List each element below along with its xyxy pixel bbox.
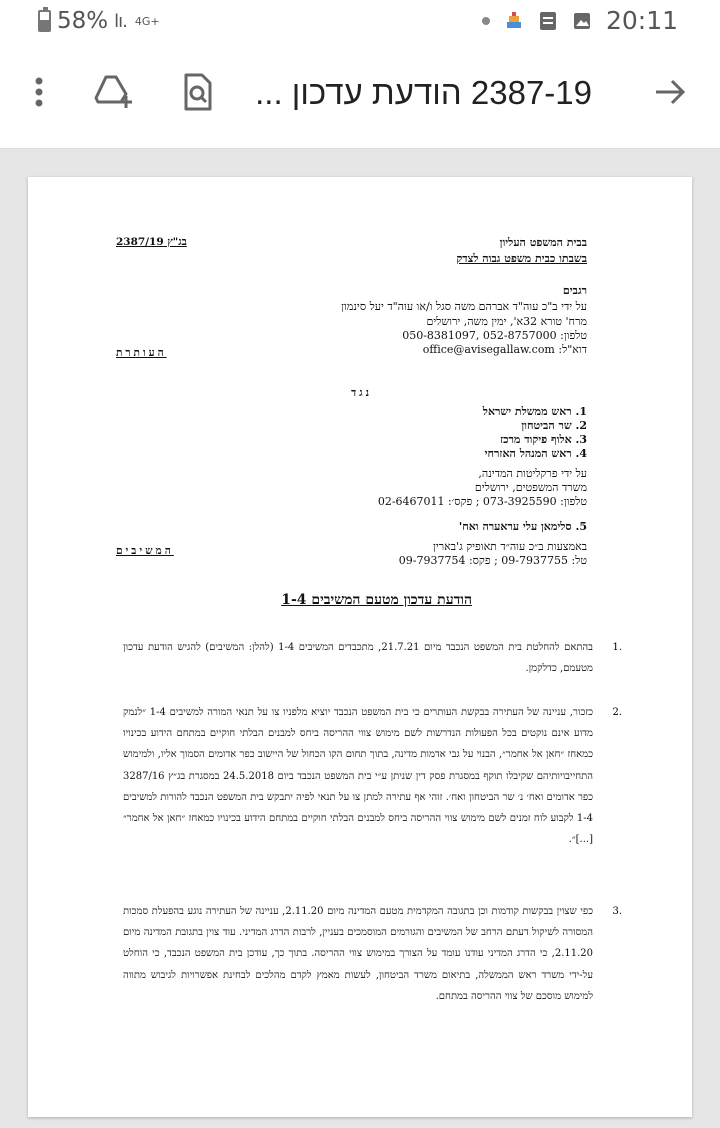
more-options-icon[interactable] (17, 70, 61, 114)
notification-dot-icon (482, 17, 490, 25)
paragraph-2: כזכור, עניינה של העתירה בבקשת העותרים כי בית המשפט הנכבד יוציא מלפניו צו על תנאי המורה למשיבים 1-4 ״לנמק מדוע אינם נוקטים בכל הפעולות הנדרשות לשם מימוש צווי ההריסה ביחס למבנים הבלתי חוקיים במתחם הידוע בכינויו כמאחז ״חאן אל אחמר״, הבנוי על גבי אדמות מדינה, בתוך תחום הקו הכחול של היישוב כפר אדומים הסמוך אליו, ולמימוש התחייבויותיהם שקיבלו תוקף במסגרת פסק דין שניתן ע״י בית המשפט הנכבד ביום 24.5.2018 במסגרת בג״ץ 3287/16 כפר אדומים ואח׳ נ׳ שר הביטחון ואח׳. זוהי אף עתירה למתן צו על תנאי לפיה יתבקש בית המשפט הנכבד להורות למשיבים 1-4 לקבוע לוח זמנים לשם מימוש צווי ההריסה ביחס למבנים הבלתי חוקיים במתחם הידוע בכינויו כמאחז ״חאן אל אחמר״ [...]״. (123, 707, 594, 846)
add-to-drive-icon[interactable] (92, 70, 136, 114)
petitioner-lawyers: על ידי ב"כ עוה"ד אברהם משה סגל ו/או עוה"ד יעל סינמון (341, 300, 587, 313)
petitioner-email: דוא"ל: office@avisegallaw.com (422, 343, 587, 356)
battery-percent: 58% (57, 8, 109, 34)
respondent-2: 2. שר הביטחון (521, 419, 587, 432)
versus-label: נגד (351, 387, 372, 399)
clock: 20:11 (605, 6, 678, 35)
app-notification-icon (504, 10, 524, 32)
court-subtitle: בשבתו כבית משפט גבוה לצדק (456, 252, 587, 265)
status-bar (0, 0, 720, 44)
respondent-1: 1. ראש ממשלת ישראל (482, 405, 587, 418)
respondents-label: המשיבים (116, 545, 174, 557)
document-title: 2387-19 הודעת עדכון ... (255, 74, 592, 111)
respondent-5: 5. סלימאן עלי עראערה ואח' (458, 520, 587, 533)
respondent-5-phones: טל: 09-7937755 ; פקס: 09-7937754 (398, 554, 587, 567)
paragraph-number: 1. (612, 642, 622, 653)
paragraph-number: 2. (612, 707, 622, 718)
status-right (482, 6, 678, 35)
respondent-4: 4. ראש המנהל האזרחי (484, 447, 587, 460)
image-notification-icon (572, 10, 592, 32)
state-phones: טלפון: 073-3925590 ; פקס׳: 02-6467011 (377, 495, 587, 508)
paragraph-1: בהתאם להחלטת בית המשפט הנכבד מיום 21.7.21, מתכבדים המשיבים 1-4 (להלן: המשיבים) להגיש הודעת עדכון מטעמם, כדלקמן. (123, 642, 593, 675)
status-left (38, 8, 160, 34)
app-toolbar (0, 44, 720, 149)
petitioner-name: רגבים (562, 284, 587, 297)
petitioners-label: העותרת (116, 347, 167, 359)
court-name: בבית המשפט העליון (499, 236, 587, 249)
document-heading: הודעת עדכון מטעם המשיבים 1-4 (281, 592, 472, 608)
respondent-5-lawyer: באמצעות ב״כ עוה״ד תאופיק ג'בארין (433, 540, 587, 553)
respondent-3: 3. אלוף פיקוד מרכז (500, 433, 587, 446)
signal-icon: lı. (114, 10, 127, 32)
petitioner-phones: טלפון: 052-8757000 ,050-8381097 (402, 329, 587, 342)
battery-icon (38, 10, 51, 32)
network-type: 4G+ (134, 14, 160, 28)
document-page (28, 177, 692, 1117)
document-notification-icon (538, 10, 558, 32)
paragraph-3: כפי שצוין בבקשות קודמות וכן בתגובה המקדמית מטעם המדינה מיום 2.11.20, עניינה של העתירה נוגע בהפעלת סמכות המסורה לשיקול דעתם הרחב של המשיבים והגורמים המוסמכים בעניין, לרבות הדרג המדיני. עוד צוין בתגובת המדינה מיום 2.11.20, כי הדרג המדיני עודנו עומד על הצורך במימוש צווי ההריסה. בתוך כך, עודכן בית המשפט הנכבד, כי הוחלט על-ידי משרד ראש הממשלה, בתיאום משרד הביטחון, לעשות מאמץ לקדם מהלכים לבחינת אפשרויות לגיבוש מתווה למימוש מוסכם של צווי ההריסה במתחם. (123, 906, 593, 1002)
petitioner-address: מרח' טורא 32א', ימין משה, ירושלים (426, 315, 587, 328)
case-number: בג"ץ 2387/19 (116, 236, 187, 248)
back-arrow-icon[interactable] (648, 70, 692, 114)
search-in-document-icon[interactable] (176, 70, 220, 114)
paragraph-number: 3. (612, 906, 622, 917)
state-representative: על ידי פרקליטות המדינה, (478, 467, 587, 480)
state-office: משרד המשפטים, ירושלים (474, 481, 587, 494)
